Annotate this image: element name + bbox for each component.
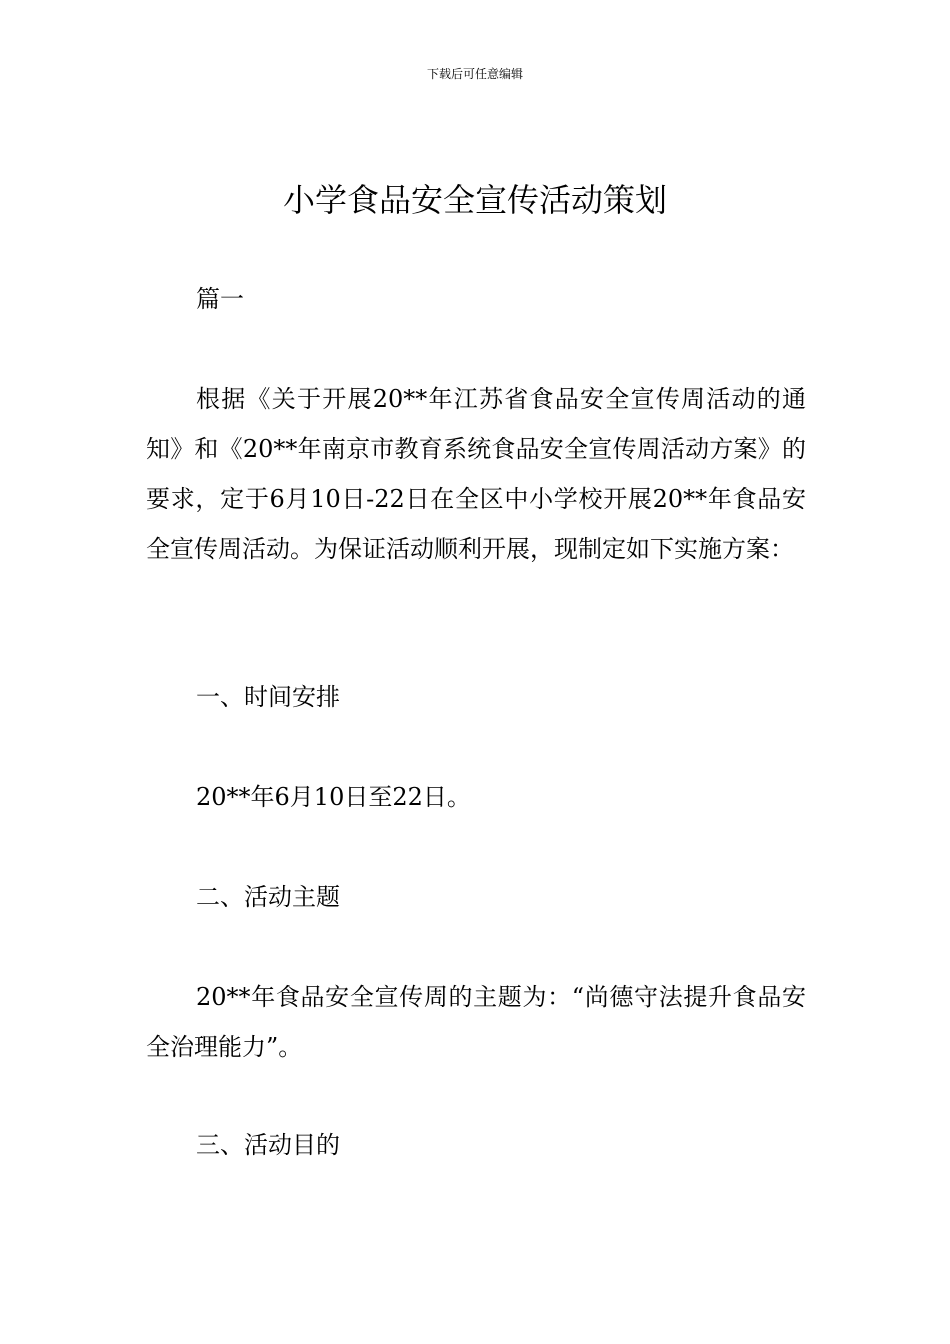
section-label: 篇一 — [196, 285, 244, 313]
section-heading-purpose: 三、活动目的 — [196, 1131, 340, 1159]
section-heading-theme: 二、活动主题 — [196, 883, 340, 911]
header-note: 下载后可任意编辑 — [426, 67, 523, 81]
intro-paragraph: 根据《关于开展20**年江苏省食品安全宣传周活动的通知》和《20**年南京市教育系统食品安全宣传周活动方案》的要求，定于6月10日-22日在全区中小学校开展20**年食品安全宣传周活动。为保证活动顺利开展，现制定如下实施方案： — [146, 385, 806, 563]
schedule-paragraph: 20**年6月10日至22日。 — [196, 783, 471, 811]
theme-paragraph: 20**年食品安全宣传周的主题为：“尚德守法提升食品安全治理能力”。 — [146, 983, 806, 1061]
document-title: 小学食品安全宣传活动策划 — [282, 181, 667, 219]
section-heading-schedule: 一、时间安排 — [196, 683, 340, 711]
